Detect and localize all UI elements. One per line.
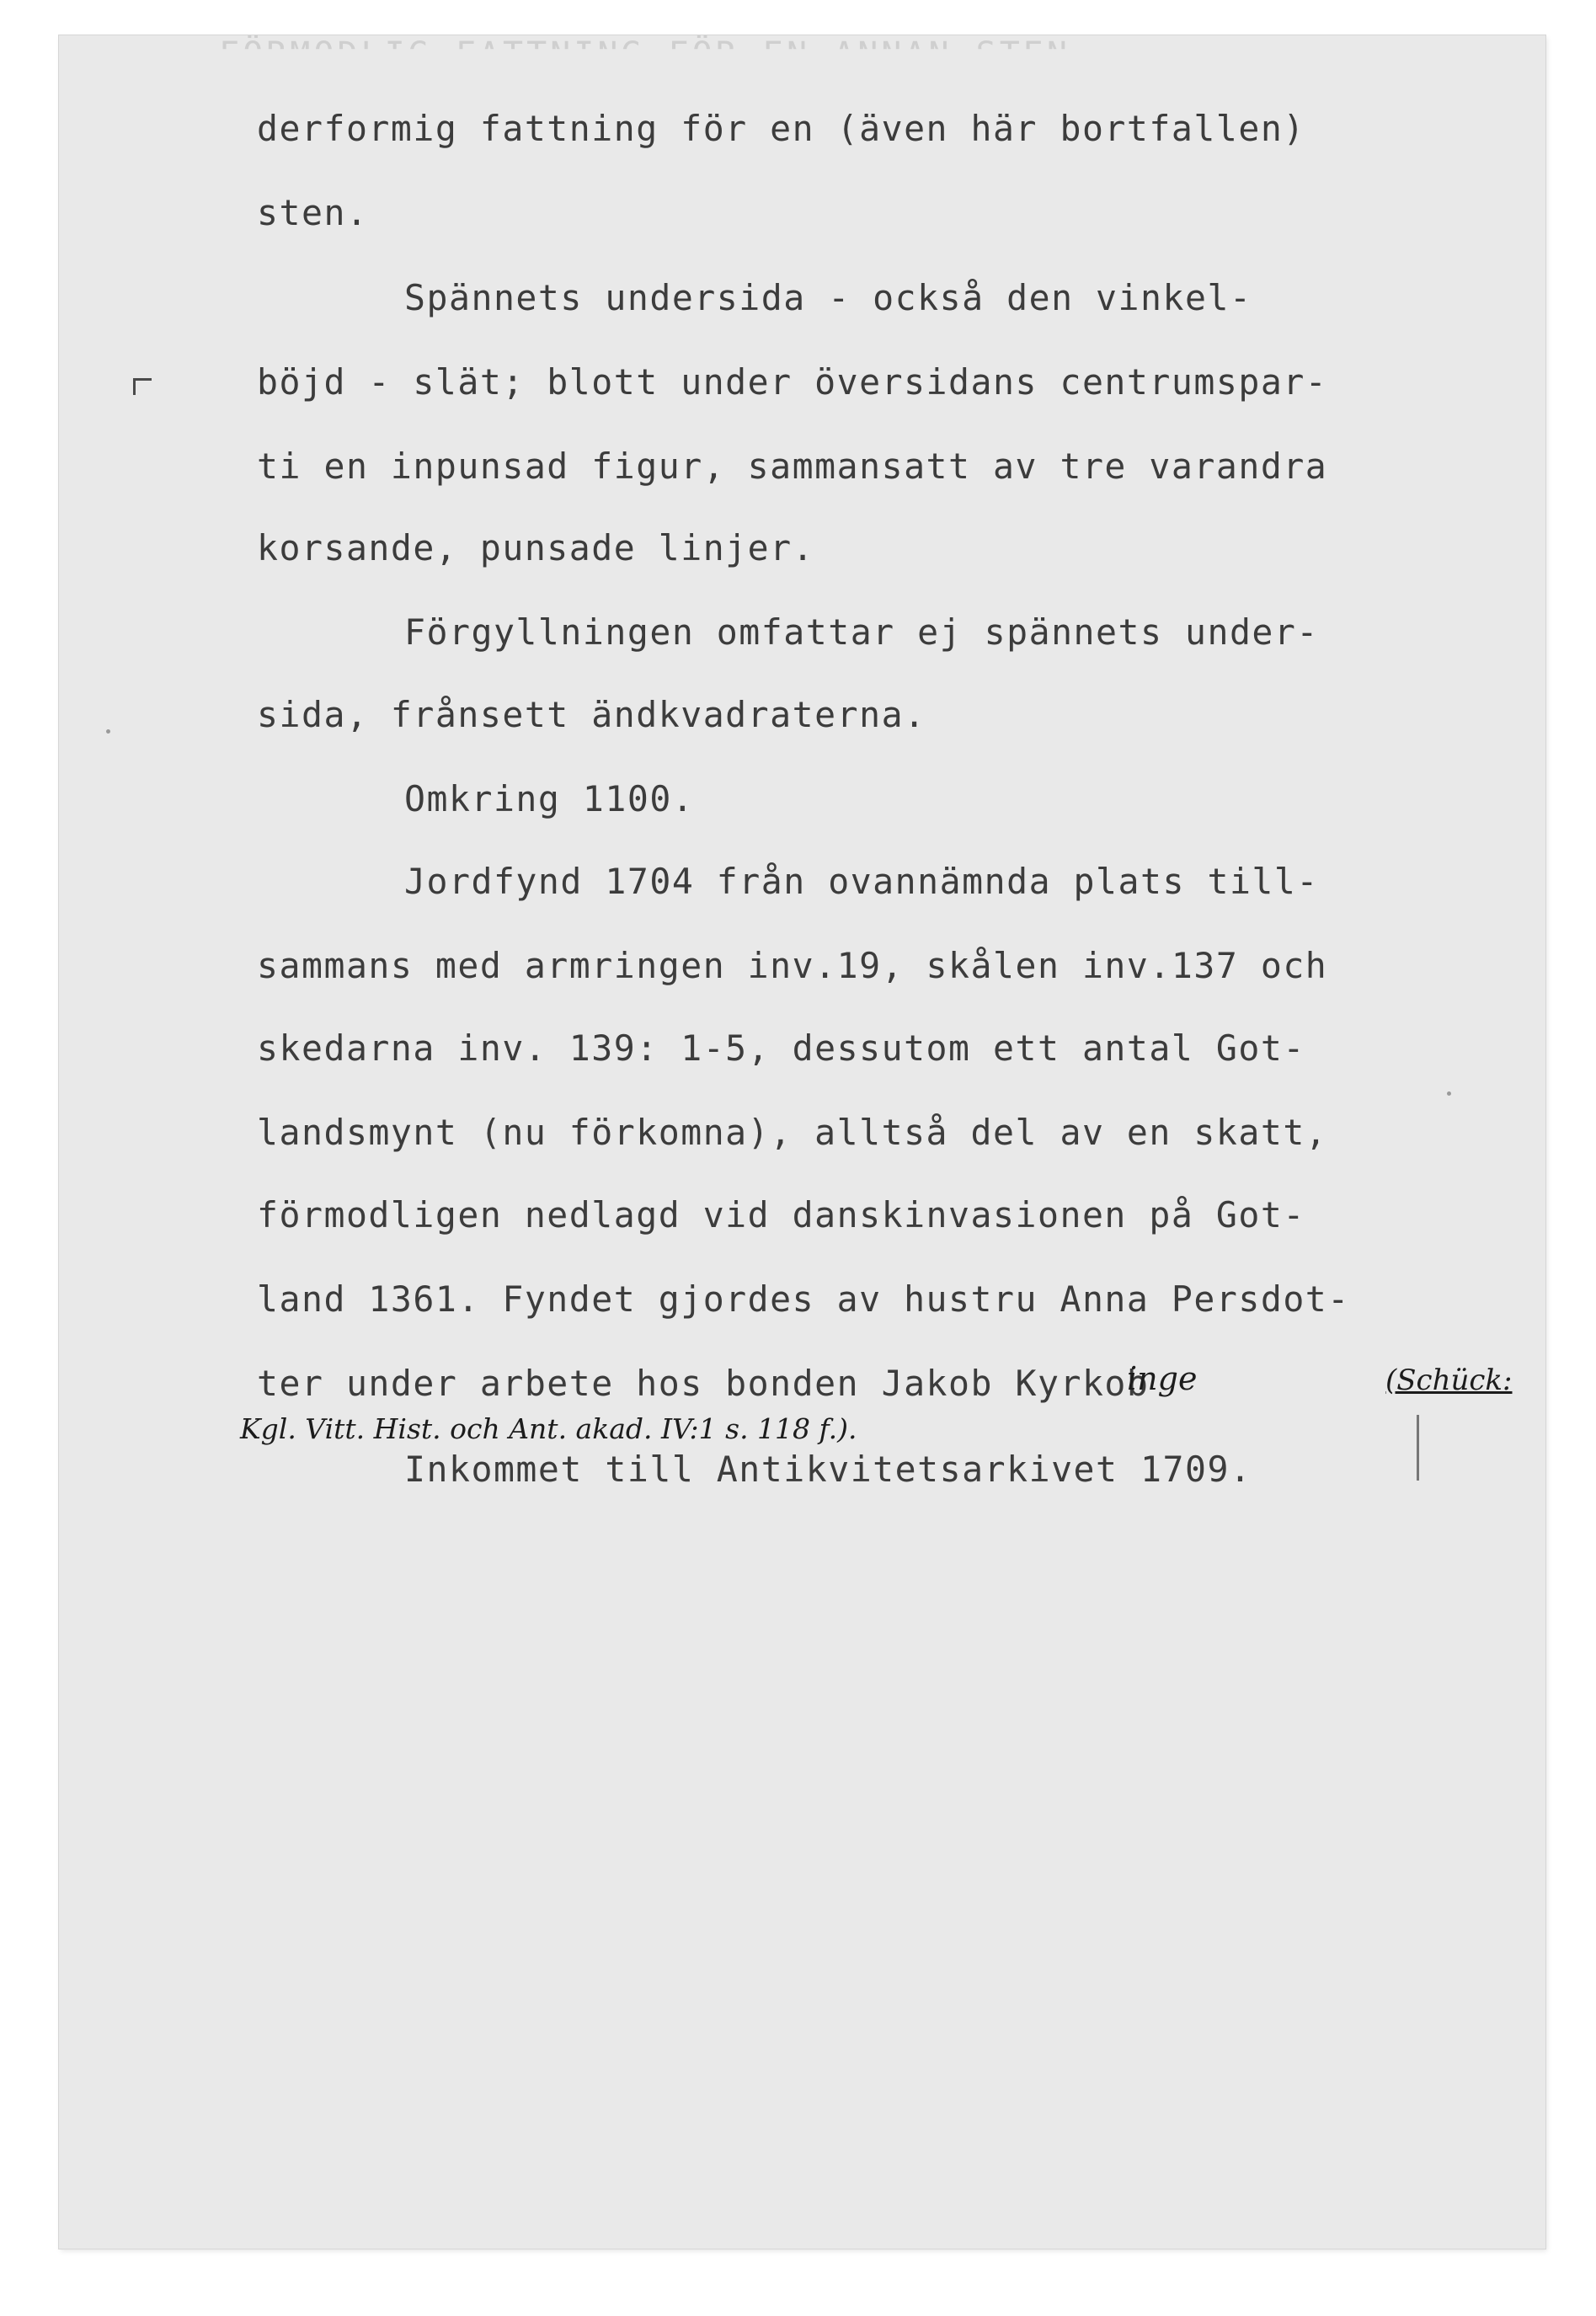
handwritten-vertical-stroke	[1417, 1415, 1419, 1481]
text-line: böjd - slät; blott under översidans centrumspar-	[257, 361, 1328, 403]
text-line: Förgyllningen omfattar ej spännets under-	[404, 611, 1319, 653]
text-line-closing: Inkommet till Antikvitetsarkivet 1709.	[404, 1449, 1252, 1490]
text-line: sida, frånsett ändkvadraterna.	[257, 694, 926, 735]
text-line: förmodligen nedlagd vid danskinvasionen på Got-	[257, 1194, 1305, 1235]
text-line: landsmynt (nu förkomna), alltså del av en skatt,	[257, 1112, 1328, 1153]
text-line: ter under arbete hos bonden Jakob Kyrkob	[257, 1363, 1150, 1404]
margin-dot	[106, 729, 110, 734]
margin-dot	[1447, 1091, 1451, 1096]
text-line: sten.	[257, 192, 369, 233]
text-line: sammans med armringen inv.19, skålen inv.137 och	[257, 945, 1328, 986]
text-line: skedarna inv. 139: 1-5, dessutom ett antal Got-	[257, 1027, 1305, 1069]
text-line: land 1361. Fyndet gjordes av hustru Anna Persdot-	[257, 1278, 1350, 1320]
text-line: korsande, punsade linjer.	[257, 527, 815, 568]
handwritten-reference: Kgl. Vitt. Hist. och Ant. akad. IV:1 s. 118 f.).	[240, 1412, 857, 1445]
margin-bracket-mark	[133, 378, 152, 381]
text-line: Spännets undersida - också den vinkel-	[404, 277, 1252, 318]
text-line: Omkring 1100.	[404, 778, 695, 819]
margin-bracket-mark-vertical	[133, 378, 136, 395]
text-line: Jordfynd 1704 från ovannämnda plats till-	[404, 861, 1319, 902]
text-line: ti en inpunsad figur, sammansatt av tre varandra	[257, 446, 1328, 487]
text-line: derformig fattning för en (även här bortfallen)	[257, 108, 1305, 149]
handwritten-suffix: inge	[1127, 1360, 1198, 1397]
handwritten-reference-open: (Schück:	[1385, 1363, 1513, 1397]
